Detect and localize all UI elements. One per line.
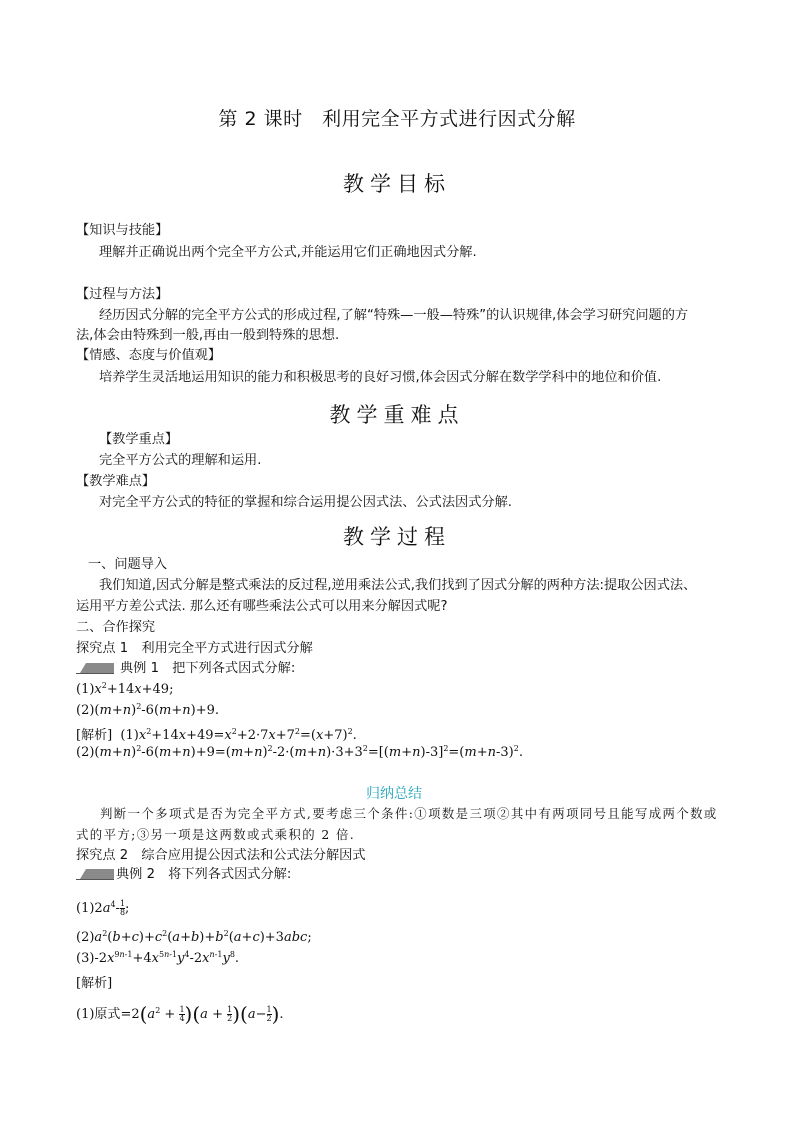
section-heading-objectives: 教学目标 — [343, 172, 451, 196]
explore-point1-heading: 探究点 1 利用完全平方式进行因式分解 — [76, 641, 313, 656]
hard-point-heading: 【教学难点】 — [76, 474, 156, 489]
key-point-text: 完全平方公式的理解和运用. — [99, 453, 262, 468]
intro-line2: 运用平方差公式法. 那么还有哪些乘法公式可以用来分解因式呢? — [76, 599, 448, 614]
section-heading-process: 教学过程 — [343, 525, 451, 549]
explore-point2-heading: 探究点 2 综合应用提公因式法和公式法分解因式 — [76, 848, 366, 863]
process-method-text-line2: 法,体会由特殊到一般,再由一般到特殊的思想. — [76, 328, 340, 343]
analysis1-line1: [解析] $(1)x^2+14x+49=x^2+2\cdot 7x+7^2=(x+7)^2$. — [76, 727, 357, 743]
example-marker-icon — [76, 662, 114, 674]
analysis2-line1: (1)原式$=2(a^2$ + $\frac{1}{4}$ )(a + $\frac{1}{2}$ )(a− $\frac{1}{2}$ ). — [76, 1002, 284, 1026]
example1-heading: 典例 1 把下列各式因式分解: — [120, 661, 296, 676]
example2-item2: $(2)a^2(b+c)+c^2(a+b)+b^2(a+c)+3abc$; — [76, 929, 312, 945]
key-point-heading: 【教学重点】 — [99, 432, 179, 447]
original-label: 原式 — [94, 1007, 121, 1022]
part1-heading: 一、问题导入 — [88, 557, 168, 572]
analysis-label: [解析] — [76, 728, 113, 743]
summary-title: 归纳总结 — [366, 786, 422, 802]
process-method-heading: 【过程与方法】 — [76, 287, 169, 302]
analysis2-label: [解析] — [76, 976, 113, 991]
example2-item3: $(3)-2x^{9n-1}+4x^{5n-1}y^4-2x^{n-1}y^8$. — [76, 950, 240, 966]
example2-item1: $(1)2a^4-$ $\frac{1}{8}$ ; — [76, 899, 130, 917]
hard-point-text: 对完全平方公式的特征的掌握和综合运用提公因式法、公式法因式分解. — [99, 495, 513, 510]
analysis1-line2: $(2)(m+n)^2-6(m+n)+9=(m+n)^2-2\cdot(m+n)\cdot 3+3^2=[(m+n)-3]^2=(m+n-3)^2$. — [76, 744, 523, 760]
attitude-heading: 【情感、态度与价值观】 — [76, 348, 222, 363]
attitude-text: 培养学生灵活地运用知识的能力和积极思考的良好习惯,体会因式分解在数学学科中的地位和价值. — [99, 370, 662, 385]
summary-line2: 式的平方;③另一项是这两数或式乘积的 2 倍. — [76, 827, 356, 842]
intro-line1: 我们知道,因式分解是整式乘法的反过程,逆用乘法公式,我们找到了因式分解的两种方法:提取公因式法、 — [99, 578, 697, 593]
example1-item2: $(2)(m+n)^2-6(m+n)+9$. — [76, 702, 220, 718]
page-title: 第 2 课时 利用完全平方式进行因式分解 — [218, 108, 576, 130]
example2-heading: 典例 2 将下列各式因式分解: — [116, 867, 292, 882]
knowledge-text: 理解并正确说出两个完全平方公式,并能运用它们正确地因式分解. — [99, 245, 477, 260]
part2-heading: 二、合作探究 — [76, 620, 156, 635]
example1-item1: $(1)x^2+14x+49$; — [76, 681, 174, 697]
section-heading-difficulties: 教学重难点 — [329, 403, 465, 427]
process-method-text-line1: 经历因式分解的完全平方公式的形成过程,了解“特殊—一般—特殊”的认识规律,体会学习研究问题的方 — [99, 308, 689, 323]
knowledge-heading: 【知识与技能】 — [76, 223, 169, 238]
summary-line1: 判断一个多项式是否为完全平方式,要考虑三个条件:①项数是三项②其中有两项同号且能写成两个数或 — [100, 806, 718, 821]
example-marker-icon — [76, 868, 114, 880]
